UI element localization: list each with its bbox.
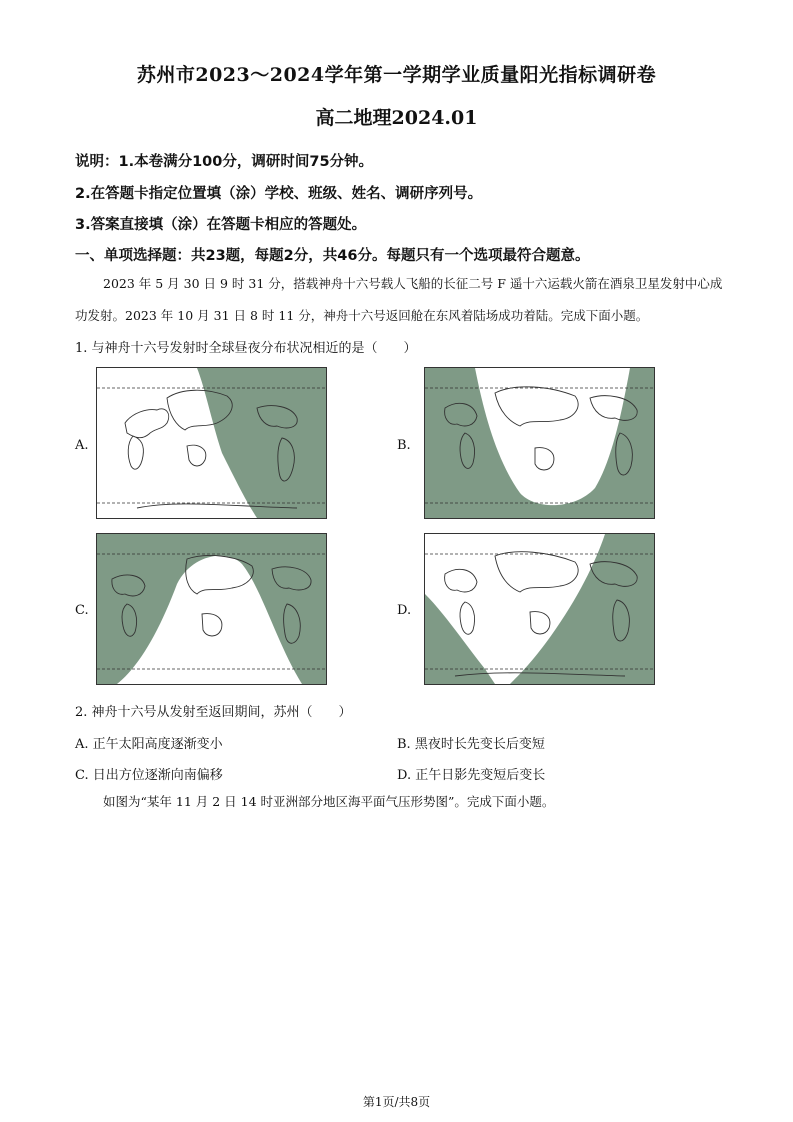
night-shading-right <box>510 534 654 684</box>
q2-option-b[interactable]: B. 黑夜时长先变长后变短 <box>397 737 545 752</box>
map-d[interactable] <box>424 533 655 685</box>
map-a[interactable] <box>96 367 327 519</box>
q2-option-c[interactable]: C. 日出方位逐渐向南偏移 <box>75 768 223 783</box>
map-a-label: A. <box>75 438 89 453</box>
question-1-stem: 1. 与神舟十六号发射时全球昼夜分布状况相近的是（ ） <box>75 341 417 356</box>
section-heading: 一、单项选择题：共23题，每题2分，共46分。每题只有一个选项最符合题意。 <box>75 248 590 264</box>
map-b[interactable] <box>424 367 655 519</box>
map-c-label: C. <box>75 603 89 618</box>
note-1: 说明：1.本卷满分100分，调研时间75分钟。 <box>75 154 374 170</box>
map-b-graphic <box>425 368 654 518</box>
exam-title: 苏州市2023～2024学年第一学期学业质量阳光指标调研卷 <box>136 64 657 86</box>
map-d-graphic <box>425 534 654 684</box>
map-a-graphic <box>97 368 326 518</box>
map-c[interactable] <box>96 533 327 685</box>
map-d-label: D. <box>397 603 412 618</box>
note-2: 2.在答题卡指定位置填（涂）学校、班级、姓名、调研序列号。 <box>75 186 483 202</box>
passage-2: 如图为“某年 11 月 2 日 14 时亚洲部分地区海平面气压形势图”。完成下面小题。 <box>103 794 555 809</box>
page-footer: 第1页/共8页 <box>362 1095 431 1109</box>
night-shading-left <box>425 594 495 684</box>
q2-option-a[interactable]: A. 正午太阳高度逐渐变小 <box>75 737 223 752</box>
exam-subtitle: 高二地理2024.01 <box>315 107 478 129</box>
passage-1: 2023 年 5 月 30 日 9 时 31 分，搭载神舟十六号载人飞船的长征二号 F 遥十六运载火箭在酒泉卫星发射中心成功发射。2023 年 10 月 31 日 8 时 11 分，神舟十六号返回舱在东风着陆场成功着陆。完成下面小题。 <box>75 276 723 323</box>
map-b-label: B. <box>397 438 411 453</box>
night-shading <box>197 368 326 518</box>
question-2-stem: 2. 神舟十六号从发射至返回期间，苏州（ ） <box>75 705 352 720</box>
q2-option-d[interactable]: D. 正午日影先变短后变长 <box>397 768 546 783</box>
note-3: 3.答案直接填（涂）在答题卡相应的答题处。 <box>75 217 367 233</box>
map-c-graphic <box>97 534 326 684</box>
